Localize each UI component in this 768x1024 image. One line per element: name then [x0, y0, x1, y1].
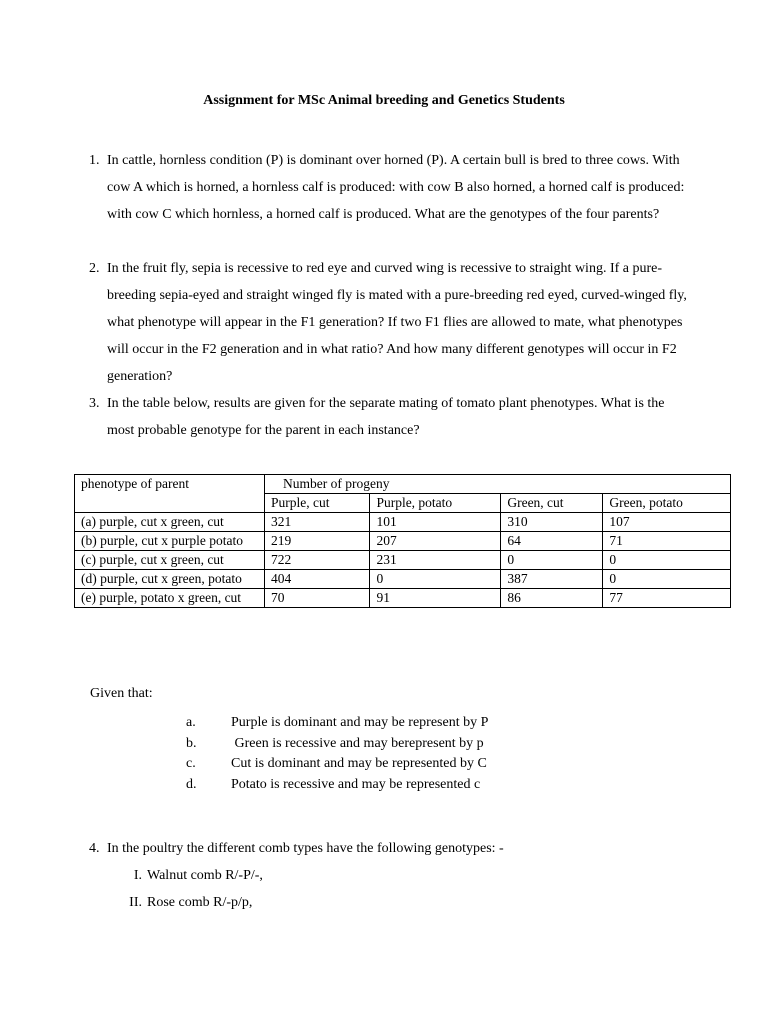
- table-row: [75, 570, 731, 589]
- question-text: In cattle, hornless condition (P) is dominant over horned (P). A certain bull is bred to three cows. With cow A which is horned, a hornless calf is produced: with cow B also horned, a horned calf is produced: with cow C which hornless, a horned calf is produced. What are the genotypes of the four parents?: [107, 153, 685, 222]
- row-label: (a) purple, cut x green, cut: [75, 513, 265, 532]
- question-number: 2.: [89, 261, 100, 276]
- progeny-table: [74, 474, 731, 608]
- question-1: [89, 147, 687, 228]
- table-cell: 77: [603, 589, 731, 608]
- table-cell: 387: [501, 570, 603, 589]
- table-row: [75, 532, 731, 551]
- table-cell: 231: [370, 551, 501, 570]
- table-cell: 91: [370, 589, 501, 608]
- question-2: [89, 255, 687, 390]
- list-text: Green is recessive and may berepresent by p: [231, 735, 484, 751]
- question-text: In the table below, results are given for the separate mating of tomato plant phenotypes. What is the most probable genotype for the parent in each instance?: [107, 396, 665, 438]
- list-text: Potato is recessive and may be represented c: [231, 776, 481, 792]
- table-cell: 107: [603, 513, 731, 532]
- table-cell: 0: [603, 551, 731, 570]
- roman-numeral: I.: [133, 868, 142, 883]
- list-letter: b.: [186, 735, 197, 751]
- table-cell: 404: [265, 570, 370, 589]
- table-cell: 0: [370, 570, 501, 589]
- list-text: Purple is dominant and may be represent by P: [231, 715, 489, 730]
- question-text: In the fruit fly, sepia is recessive to red eye and curved wing is recessive to straight wing. If a pure-breeding sepia-eyed and straight winged fly is mated with a pure-breeding red eyed, curved-winged fly, what phenotype will appear in the F1 generation? If two F1 flies are allowed to mate, what phenotypes will occur in the F2 generation and in what ratio? And how many different genotypes will occur in F2 generation?: [107, 261, 687, 384]
- table-row: [75, 551, 731, 570]
- table-cell: 207: [370, 532, 501, 551]
- table-cell: 70: [265, 589, 370, 608]
- table-cell: 71: [603, 532, 731, 551]
- table-row: [75, 513, 731, 532]
- question-number: 1.: [89, 153, 100, 168]
- table-col-header: Purple, potato: [370, 494, 501, 513]
- row-label: (c) purple, cut x green, cut: [75, 551, 265, 570]
- comb-text: Walnut comb R/-P/-,: [147, 868, 263, 883]
- table-col-header: Green, potato: [603, 494, 731, 513]
- table-cell: 219: [265, 532, 370, 551]
- table-row: [75, 589, 731, 608]
- question-3: [89, 390, 687, 444]
- comb-text: Rose comb R/-p/p,: [147, 895, 253, 910]
- roman-numeral: II.: [129, 895, 142, 910]
- table-cell: 0: [603, 570, 731, 589]
- list-letter: c.: [186, 756, 196, 771]
- row-label: (d) purple, cut x green, potato: [75, 570, 265, 589]
- table-col-header: Green, cut: [501, 494, 603, 513]
- question-text: In the poultry the different comb types have the following genotypes: -: [107, 841, 504, 856]
- row-label: (b) purple, cut x purple potato: [75, 532, 265, 551]
- table-cell: 101: [370, 513, 501, 532]
- question-number: 4.: [89, 841, 100, 856]
- table-cell: 0: [501, 551, 603, 570]
- question-4: [89, 835, 687, 862]
- table-col-header: Purple, cut: [265, 494, 370, 513]
- question-number: 3.: [89, 396, 100, 411]
- row-label: (e) purple, potato x green, cut: [75, 589, 265, 608]
- table-cell: 321: [265, 513, 370, 532]
- table-header-phenotype: phenotype of parent: [75, 475, 265, 513]
- table-cell: 86: [501, 589, 603, 608]
- given-heading: Given that:: [90, 686, 153, 701]
- list-letter: d.: [186, 776, 197, 792]
- page-title: Assignment for MSc Animal breeding and Genetics Students: [203, 93, 565, 108]
- table-cell: 722: [265, 551, 370, 570]
- table-cell: 64: [501, 532, 603, 551]
- list-text: Cut is dominant and may be represented by C: [231, 756, 487, 771]
- table-header-progeny: Number of progeny: [265, 475, 731, 494]
- table-cell: 310: [501, 513, 603, 532]
- list-letter: a.: [186, 715, 196, 730]
